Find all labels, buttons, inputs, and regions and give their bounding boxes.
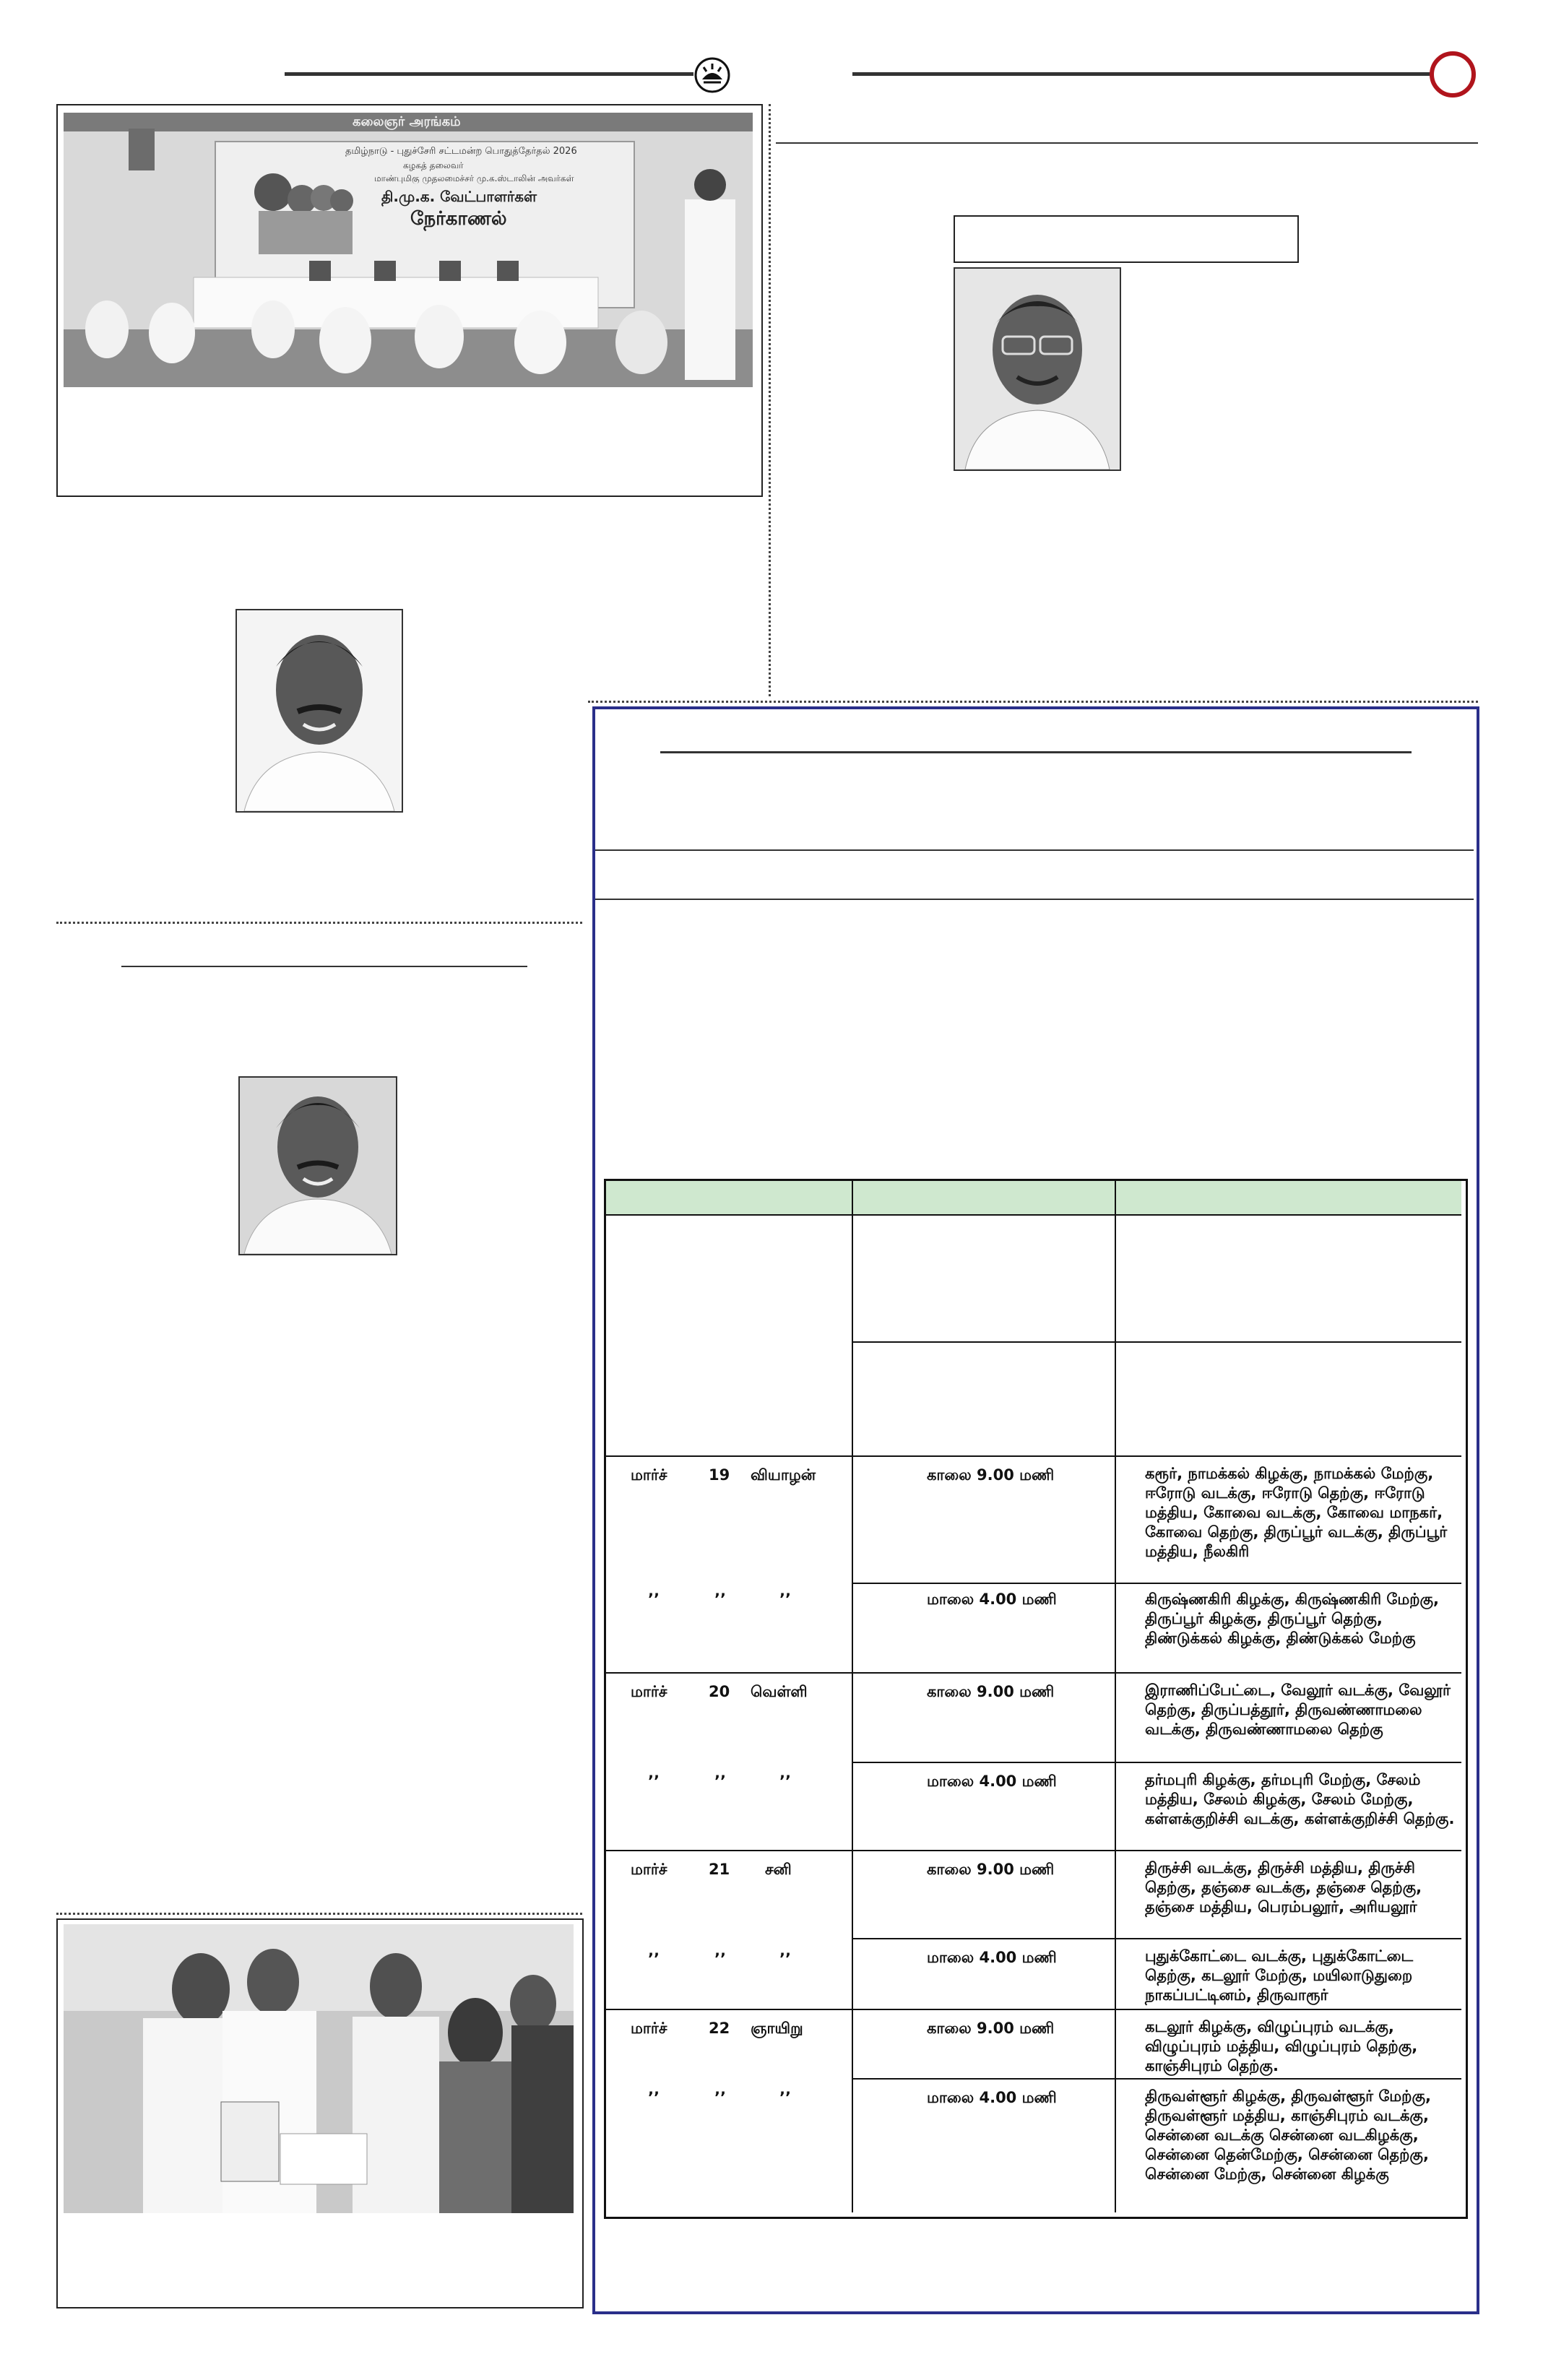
portrait-caption-box xyxy=(954,215,1299,263)
banner-line2: கழகத் தலைவர் xyxy=(403,160,464,170)
slot-time: காலை 9.00 மணி xyxy=(927,1466,1055,1484)
portrait-left-2 xyxy=(238,1076,397,1255)
ditto-date: ’’ xyxy=(714,1773,726,1790)
slot-places: திருச்சி வடக்கு, திருச்சி மத்திய, திருச்சி தெற்கு, தஞ்சை வடக்கு, தஞ்சை தெற்கு, தஞ்சை மத்திய, பெரம்பலூர், அரியலூர் xyxy=(1145,1859,1422,1916)
slot-time: காலை 9.00 மணி xyxy=(927,2020,1055,2037)
ditto-date: ’’ xyxy=(714,2089,726,2106)
row-month: மார்ச் xyxy=(631,1466,667,1484)
table-row xyxy=(606,2010,853,2212)
row-month: மார்ச் xyxy=(631,2020,667,2037)
table-header-districts xyxy=(1116,1181,1461,1216)
portrait-right xyxy=(954,267,1121,471)
column-divider xyxy=(769,104,771,696)
table-blank-places-1 xyxy=(1116,1216,1461,1343)
ditto-month: ’’ xyxy=(648,1950,660,1968)
slot-time: மாலை 4.00 மணி xyxy=(927,1773,1057,1790)
left-separator xyxy=(56,922,582,924)
left-section-rule xyxy=(121,966,527,967)
table-row xyxy=(606,1457,853,1674)
portrait-left-1 xyxy=(235,609,403,813)
slot-places: திருவள்ளூர் கிழக்கு, திருவள்ளூர் மேற்கு, திருவள்ளூர் மத்திய, காஞ்சிபுரம் வடக்கு, சென்னை வடக்கு சென்னை வடகிழக்கு, சென்னை தென்மேற்கு, சென்னை தெற்கு, சென்னை மேற்கு, சென்னை கிழக்கு xyxy=(1145,2087,1431,2183)
slot-places: புதுக்கோட்டை வடக்கு, புதுக்கோட்டை தெற்கு, கடலூர் மேற்கு, மயிலாடுதுறை நாகப்பட்டினம், திருவாரூர் xyxy=(1145,1947,1414,2004)
header-rule-right xyxy=(852,72,1430,76)
slot-time: காலை 9.00 மணி xyxy=(927,1861,1055,1878)
announcement-divider-1 xyxy=(595,849,1474,851)
ditto-day: ’’ xyxy=(779,1773,791,1790)
ditto-date: ’’ xyxy=(714,1591,726,1608)
banner-line5: நேர்காணல் xyxy=(410,208,507,230)
table-header-time xyxy=(853,1181,1116,1216)
event-photo xyxy=(64,113,753,387)
table-blank-time-1 xyxy=(853,1216,1116,1343)
bottom-photo xyxy=(64,1924,574,2213)
banner-top-line: கலைஞர் அரங்கம் xyxy=(353,114,461,129)
circle-icon xyxy=(1429,51,1477,98)
announcement-top-dash xyxy=(588,701,1478,703)
slot-time: மாலை 4.00 மணி xyxy=(927,1591,1057,1608)
slot-places: கிருஷ்ணகிரி கிழக்கு, கிருஷ்ணகிரி மேற்கு, திருப்பூர் கிழக்கு, திருப்பூர் தெற்கு, திண்டுக்கல் கிழக்கு, திண்டுக்கல் மேற்கு xyxy=(1145,1591,1440,1647)
table-blank-date xyxy=(606,1216,853,1457)
ditto-month: ’’ xyxy=(648,1591,660,1608)
row-month: மார்ச் xyxy=(631,1683,667,1700)
ditto-date: ’’ xyxy=(714,1950,726,1968)
row-day: சனி xyxy=(765,1861,792,1878)
ditto-day: ’’ xyxy=(779,2089,791,2106)
header-rule-left xyxy=(285,72,693,76)
row-date: 19 xyxy=(709,1466,730,1484)
slot-time: மாலை 4.00 மணி xyxy=(927,2089,1057,2106)
ditto-month: ’’ xyxy=(648,2089,660,2106)
ditto-month: ’’ xyxy=(648,1773,660,1790)
announcement-divider-2 xyxy=(595,899,1474,900)
slot-places: தர்மபுரி கிழக்கு, தர்மபுரி மேற்கு, சேலம் மத்திய, சேலம் கிழக்கு, சேலம் மேற்கு, கள்ளக்குறிச்சி வடக்கு, கள்ளக்குறிச்சி தெற்கு. xyxy=(1145,1771,1455,1827)
slot-places: கடலூர் கிழக்கு, விழுப்புரம் வடக்கு, விழுப்புரம் மத்திய, விழுப்புரம் தெற்கு, காஞ்சிபுரம் தெற்கு. xyxy=(1145,2018,1418,2074)
row-month: மார்ச் xyxy=(631,1861,667,1878)
row-date: 20 xyxy=(709,1683,730,1700)
slot-places: இராணிப்பேட்டை, வேலூர் வடக்கு, வேலூர் தெற்கு, திருப்பத்தூர், திருவண்ணாமலை வடக்கு, திருவண்ணாமலை தெற்கு xyxy=(1145,1682,1451,1738)
slot-places: கரூர், நாமக்கல் கிழக்கு, நாமக்கல் மேற்கு, ஈரோடு வடக்கு, ஈரோடு தெற்கு, ஈரோடு மத்திய, கோவை வடக்கு, கோவை மாநகர், கோவை தெற்கு, திருப்பூர் வடக்கு, திருப்பூர் மத்திய, நீலகிரி xyxy=(1145,1465,1448,1560)
left-bottom-separator xyxy=(56,1913,582,1915)
row-day: வெள்ளி xyxy=(751,1683,808,1700)
row-date: 21 xyxy=(709,1861,730,1878)
row-day: வியாழன் xyxy=(751,1466,816,1484)
table-blank-places-2 xyxy=(1116,1343,1461,1457)
banner-line1: தமிழ்நாடு - புதுச்சேரி சட்டமன்ற பொதுத்தேர்தல் 2026 xyxy=(345,146,577,157)
rising-sun-icon xyxy=(693,56,731,94)
announcement-title-rule xyxy=(660,751,1412,753)
banner-line4: தி.மு.க. வேட்பாளர்கள் xyxy=(381,188,537,205)
row-day: ஞாயிறு xyxy=(751,2020,803,2037)
row-date: 22 xyxy=(709,2020,730,2037)
section-rule-right xyxy=(776,142,1478,144)
ditto-day: ’’ xyxy=(779,1950,791,1968)
table-blank-time-2 xyxy=(853,1343,1116,1457)
schedule-table xyxy=(604,1179,1468,2219)
slot-time: மாலை 4.00 மணி xyxy=(927,1949,1057,1966)
banner-line3: மாண்புமிகு முதலமைச்சர் மு.க.ஸ்டாலின் அவர்கள் xyxy=(374,173,574,183)
ditto-day: ’’ xyxy=(779,1591,791,1608)
table-header-date xyxy=(606,1181,853,1216)
slot-time: காலை 9.00 மணி xyxy=(927,1683,1055,1700)
